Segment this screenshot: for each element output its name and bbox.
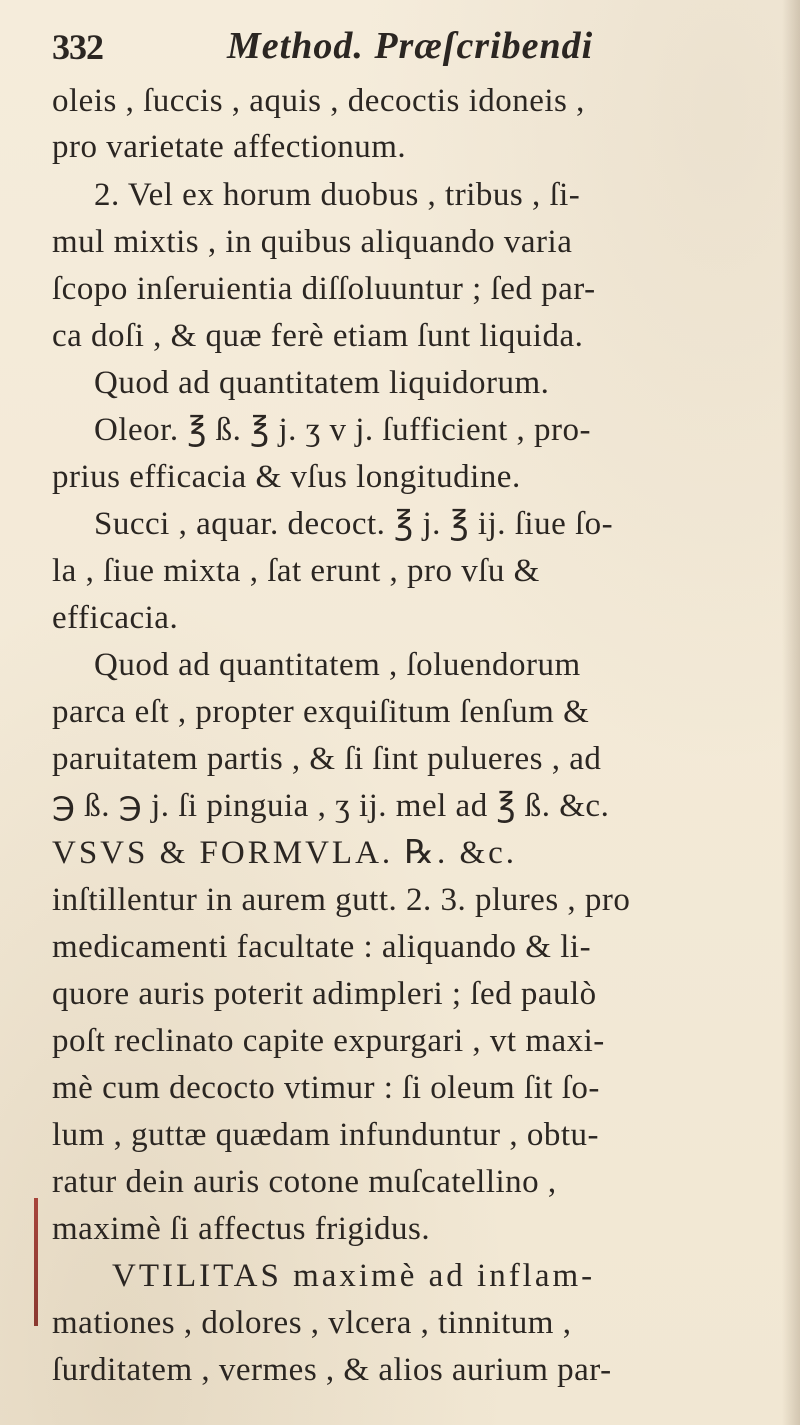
text-line: parca eſt , propter exquiſitum ſenſum & (52, 694, 590, 730)
text-line: VSVS & FORMVLA. ℞. &c. (52, 835, 518, 871)
body-text (52, 76, 787, 1406)
text-line: quore auris poterit adimpleri ; ſed paulò (52, 976, 597, 1012)
text-line: mè cum decocto vtimur : ſi oleum ſit ſo- (52, 1070, 600, 1106)
text-line: lum , guttæ quædam infunduntur , obtu- (52, 1117, 599, 1153)
text-line: pro varietate affectionum. (52, 129, 407, 165)
text-line: ratur dein auris cotone muſcatellino , (52, 1164, 557, 1200)
text-line: efficacia. (52, 600, 179, 636)
text-line: ca doſi , & quæ ferè etiam ſunt liquida. (52, 318, 584, 354)
text-line: poſt reclinato capite expurgari , vt maxi- (52, 1023, 605, 1059)
text-line: Oleor. ℥ ß. ℥ j. ʒ v j. ſufficient , pro- (94, 412, 592, 448)
page-number: 332 (52, 27, 103, 67)
text-line: Quod ad quantitatem , ſoluendorum (94, 647, 581, 683)
text-line: oleis , ſuccis , aquis , decoctis idoneis , (52, 83, 585, 119)
margin-ink-mark (34, 1198, 38, 1326)
text-line: ℈ ß. ℈ j. ſi pinguia , ʒ ij. mel ad ℥ ß. &c. (52, 788, 610, 824)
page-edge-shadow (782, 0, 800, 1425)
text-line: inſtillentur in aurem gutt. 2. 3. plures , pro (52, 882, 631, 918)
text-line: la , ſiue mixta , ſat erunt , pro vſu & (52, 553, 540, 589)
text-line: ſcopo inſeruientia diſſoluuntur ; ſed par- (52, 271, 596, 307)
text-line: medicamenti facultate : aliquando & li- (52, 929, 592, 965)
text-line: mul mixtis , in quibus aliquando varia (52, 224, 573, 260)
text-line: mationes , dolores , vlcera , tinnitum , (52, 1305, 572, 1341)
page-header (52, 18, 772, 74)
text-line: maximè ſi affectus frigidus. (52, 1211, 431, 1247)
text-line: 2. Vel ex horum duobus , tribus , ſi- (94, 177, 581, 213)
text-line: ſurditatem , vermes , & alios aurium par- (52, 1352, 612, 1388)
text-line: VTILITAS maximè ad inflam- (112, 1258, 596, 1294)
running-head: Method. Præſcribendi (227, 25, 594, 67)
text-line: Succi , aquar. decoct. ℥ j. ℥ ij. ſiue ſo- (94, 506, 614, 542)
text-line: prius efficacia & vſus longitudine. (52, 459, 521, 495)
text-line: paruitatem partis , & ſi ſint pulueres , ad (52, 741, 602, 777)
text-line: Quod ad quantitatem liquidorum. (94, 365, 550, 401)
